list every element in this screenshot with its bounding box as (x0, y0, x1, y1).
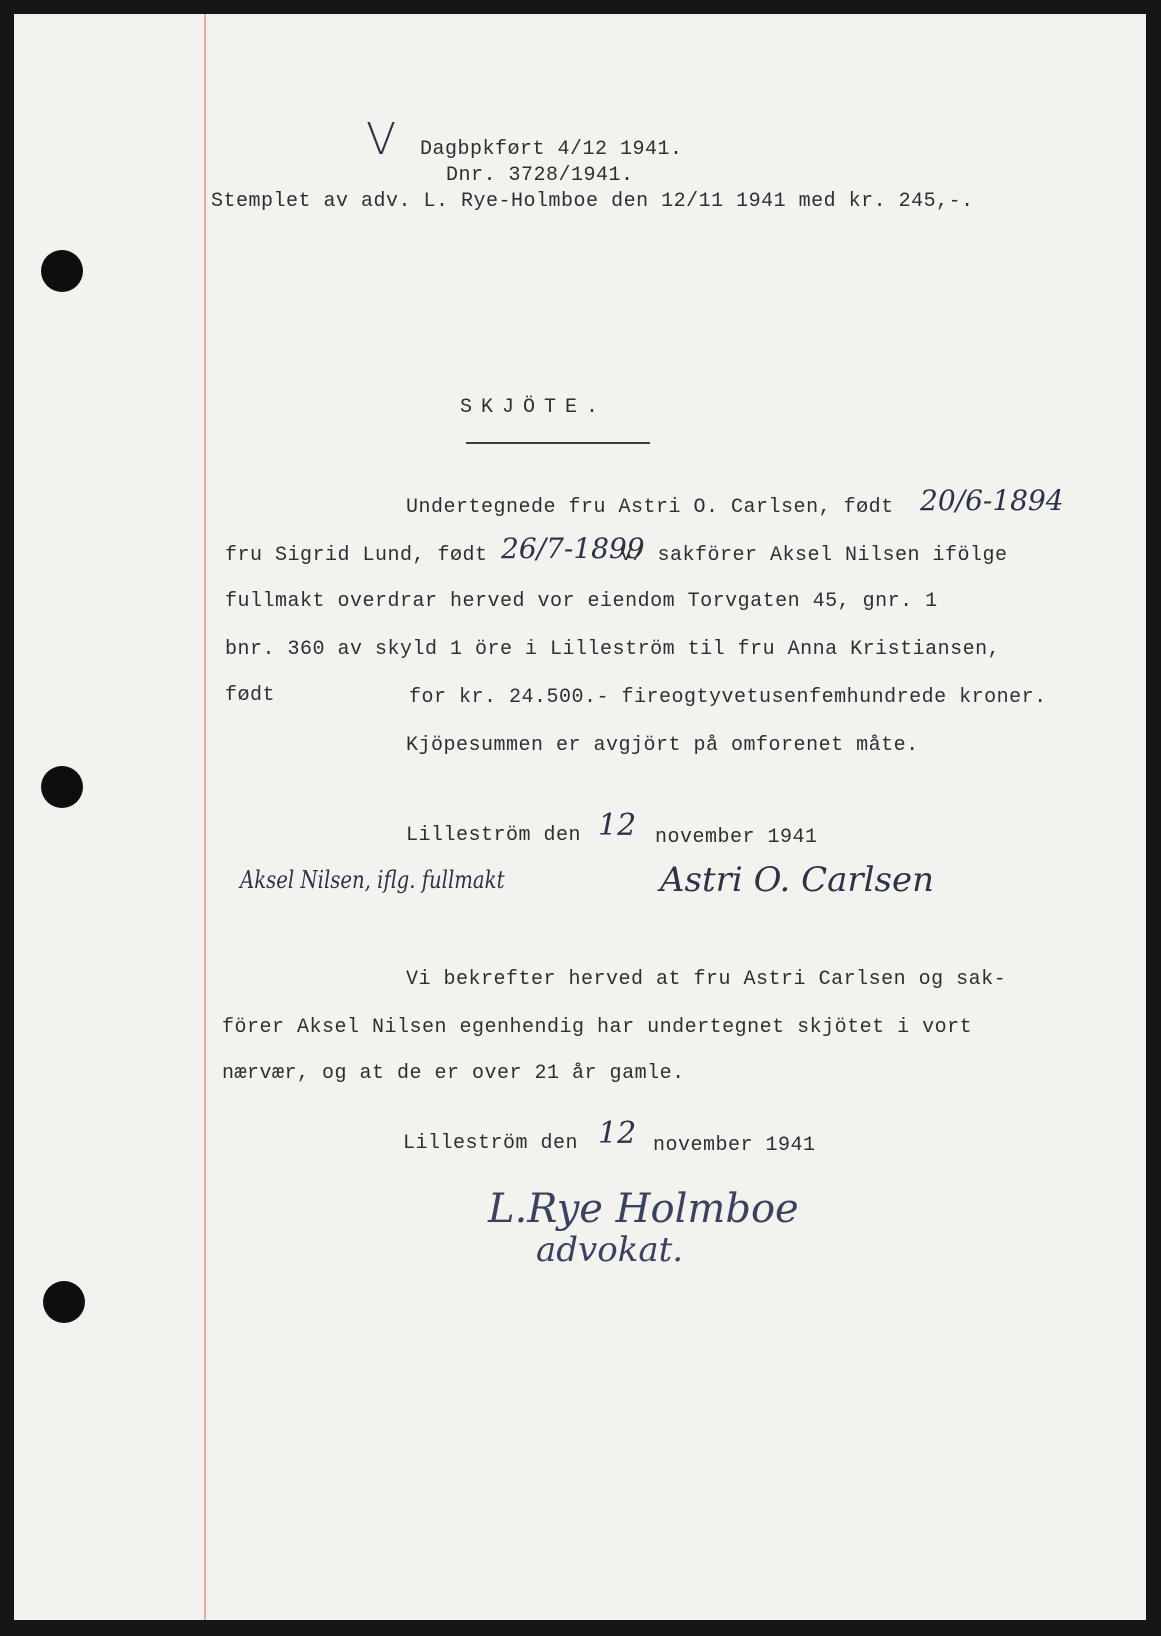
signature-title-advokat: advokat. (536, 1230, 684, 1270)
signature-aksel-nilsen: Aksel Nilsen, iflg. fullmakt (240, 866, 505, 894)
punch-hole (41, 766, 83, 808)
body-line: bnr. 360 av skyld 1 öre i Lilleström til fru Anna Kristiansen, (225, 638, 1001, 661)
body-line: Vi bekrefter herved at fru Astri Carlsen og sak- (406, 968, 1007, 991)
document-page (14, 14, 1146, 1620)
body-line: Undertegnede fru Astri O. Carlsen, født (406, 496, 894, 519)
punch-hole (43, 1281, 85, 1323)
body-line: for kr. 24.500.- fireogtyvetusenfemhundrede kroner. (409, 686, 1047, 709)
place-date: Lilleström den (403, 1132, 579, 1155)
body-line: fullmakt overdrar herved vor eiendom Torvgaten 45, gnr. 1 (225, 590, 938, 613)
document-title: SKJÖTE. (460, 396, 608, 419)
handwritten-day: 12 (598, 1116, 637, 1151)
dagbok-line: Dagbpkført 4/12 1941. (420, 138, 683, 161)
place-date: november 1941 (653, 1134, 816, 1157)
signature-astri-carlsen: Astri O. Carlsen (660, 860, 934, 900)
margin-line (204, 14, 206, 1620)
body-line: Kjöpesummen er avgjört på omforenet måte. (406, 734, 919, 757)
body-line: förer Aksel Nilsen egenhendig har undertegnet skjötet i vort (222, 1016, 973, 1039)
punch-hole (41, 250, 83, 292)
handwritten-day: 12 (598, 808, 637, 843)
stamp-line: Stemplet av adv. L. Rye-Holmboe den 12/11 1941 med kr. 245,-. (211, 190, 974, 213)
title-underline (466, 442, 650, 444)
place-date: november 1941 (655, 826, 818, 849)
body-line: v/ sakförer Aksel Nilsen ifölge (620, 544, 1008, 567)
handwritten-birthdate: 26/7-1899 (501, 532, 645, 565)
place-date: Lilleström den (406, 824, 582, 847)
body-line: født (225, 684, 276, 707)
body-line: fru Sigrid Lund, født (225, 544, 488, 567)
dnr-line: Dnr. 3728/1941. (446, 164, 634, 187)
signature-rye-holmboe: L.Rye Holmboe (488, 1186, 799, 1232)
body-line: nærvær, og at de er over 21 år gamle. (222, 1062, 685, 1085)
check-mark: V (366, 114, 397, 165)
handwritten-birthdate: 20/6-1894 (920, 484, 1064, 517)
